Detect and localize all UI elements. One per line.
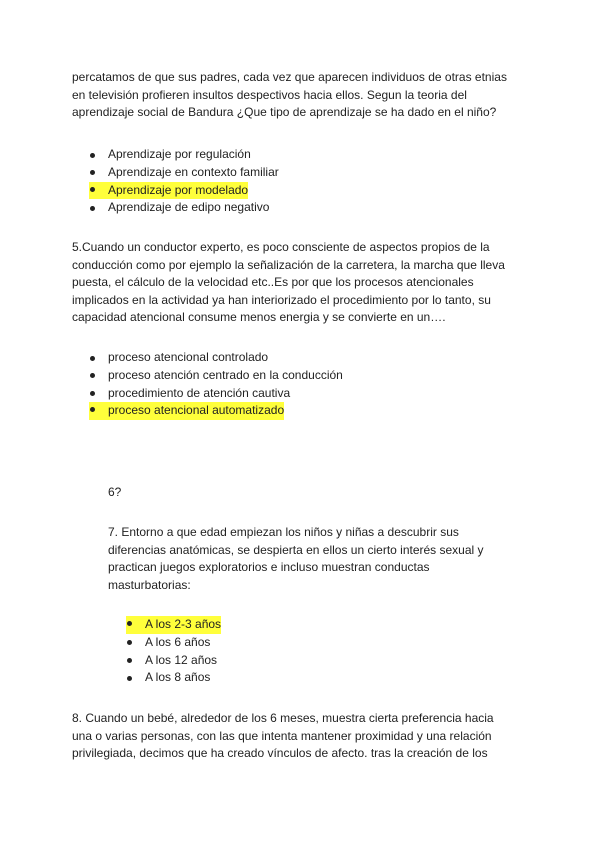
q8-line: privilegiada, decimos que ha creado vínculos de afecto. tras la creación de los <box>72 746 488 761</box>
q4-options-list <box>90 146 279 217</box>
bullet-icon <box>90 206 95 211</box>
q4-line: percatamos de que sus padres, cada vez que aparecen individuos de otras etnias <box>72 70 507 84</box>
q5-options-list <box>90 349 343 420</box>
q5-option: proceso atencional controlado <box>90 349 343 367</box>
bullet-icon <box>90 187 95 192</box>
q7-question-text <box>108 524 484 594</box>
highlight-mark: proceso atencional automatizado <box>89 402 284 420</box>
q5-option: proceso atención centrado en la conducción <box>90 367 343 385</box>
q7-option: A los 12 años <box>127 652 221 670</box>
q7-options-list <box>127 616 221 687</box>
q4-option-highlighted <box>90 182 279 200</box>
q7-line: masturbatorias: <box>108 577 191 592</box>
q7-option: A los 8 años <box>127 669 221 687</box>
bullet-icon <box>90 153 95 158</box>
q7-line: diferencias anatómicas, se despierta en ellos un cierto interés sexual y <box>108 542 484 557</box>
bullet-icon <box>90 170 95 175</box>
bullet-icon <box>127 676 132 681</box>
q4-question-text <box>72 69 507 122</box>
bullet-icon <box>127 621 132 626</box>
q4-line: aprendizaje social de Bandura ¿Que tipo de aprendizaje se ha dado en el niño? <box>72 105 497 120</box>
q5-line: conducción como por ejemplo la señalización de la carretera, la marcha que lleva <box>72 257 505 272</box>
bullet-icon <box>127 658 132 663</box>
q4-option: Aprendizaje de edipo negativo <box>90 199 279 217</box>
q7-line: practican juegos exploratorios e incluso muestran conductas <box>108 560 430 575</box>
bullet-icon <box>127 640 132 645</box>
highlight-mark: A los 2-3 años <box>126 616 221 634</box>
q5-question-text <box>72 239 505 327</box>
q7-line: 7. Entorno a que edad empiezan los niños y niñas a descubrir sus <box>108 525 459 539</box>
q5-line: puesta, el cálculo de la velocidad etc..Es por que los procesos atencionales <box>72 275 474 290</box>
bullet-icon <box>90 391 95 396</box>
q4-line: en televisión profieren insultos despectivos hacia ellos. Segun la teoria del <box>72 87 467 102</box>
bullet-icon <box>90 407 95 412</box>
q8-line: una o varias personas, con las que intenta mantener proximidad y una relación <box>72 728 492 743</box>
highlight-mark: Aprendizaje por modelado <box>89 182 248 200</box>
q5-line: 5.Cuando un conductor experto, es poco consciente de aspectos propios de la <box>72 240 490 254</box>
q5-option: procedimiento de atención cautiva <box>90 385 343 403</box>
q5-line: implicados en la actividad ya han interiorizado el procedimiento por lo tanto, su <box>72 292 491 307</box>
q6-label: 6? <box>108 485 122 499</box>
bullet-icon <box>90 373 95 378</box>
q5-line: capacidad atencional consume menos energia y se convierte en un…. <box>72 310 446 325</box>
q8-line: 8. Cuando un bebé, alrededor de los 6 meses, muestra cierta preferencia hacia <box>72 711 494 725</box>
q7-option: A los 6 años <box>127 634 221 652</box>
q5-option-highlighted <box>90 402 343 420</box>
q7-option-highlighted <box>127 616 221 634</box>
q4-option: Aprendizaje en contexto familiar <box>90 164 279 182</box>
q4-option: Aprendizaje por regulación <box>90 146 279 164</box>
bullet-icon <box>90 356 95 361</box>
q8-question-text <box>72 710 494 763</box>
